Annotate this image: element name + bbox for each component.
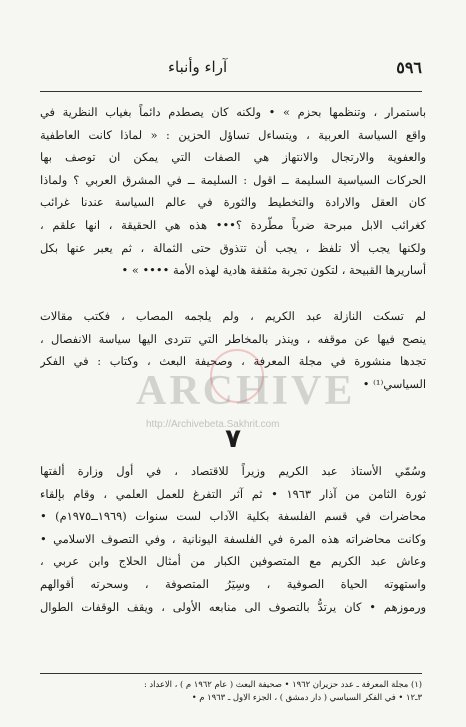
footnote-line: ٣ـ١٢ • في الفكر السياسي ( دار دمشق ) ، الجزء الاول ـ ١٩٦٣ م • — [191, 692, 422, 702]
text-line: واقع السياسة العربية ، ويتساءل تساؤل الحزين : « لماذا كانت العاطفية — [40, 127, 426, 142]
header-rule — [40, 91, 422, 92]
text-line: ينصح فيها عن موقفه ، وينذر بالمخاطر التي تتردى اليها سياسة الانفصال ، — [40, 331, 426, 346]
text-line: ورموزهم • كان يرتدُّ بالتصوف الى منابعه الأولى ، ويقف الوقفات الطوال — [40, 599, 426, 614]
watermark-url: http://Archivebeta.Sakhrit.com — [146, 419, 280, 430]
watermark-brand: ARCHIVE — [136, 368, 356, 414]
running-title: آراء وأنباء — [168, 58, 228, 76]
text-line: محاضرات في قسم الفلسفة بكلية الآداب لست سنوات (١٩٦٩ــ١٩٧٥م) • — [40, 509, 426, 524]
section-number: ٧ — [225, 424, 241, 454]
text-line: لم تسكت النازلة عبد الكريم ، ولم يلجمه المصاب ، فكتب مقالات — [40, 309, 426, 323]
text-line: ولكنها يجب ألا تلفظ ، يجب أن تتذوق حتى الثمالة ، ثم يعبر عنها بكل — [40, 240, 426, 255]
footnotes — [40, 678, 422, 704]
text-line: ثورة الثامن من آذار ١٩٦٣ • ثم آثر التفرغ للعمل العلمي ، وقام بإلقاء — [40, 486, 426, 501]
text-line: وكانت محاضراته هذه المرة في الفلسفة اليونانية ، وفي التصوف الاسلامي • — [40, 531, 426, 546]
text-line: باستمرار ، وتنظمها بحزم » • ولكنه كان يصطدم دائماً بغياب النظرية في — [40, 105, 426, 119]
text-line: كان العقل والارادة والتخطيط والثورة في عالم السياسة عندنا غرائب — [40, 195, 426, 210]
paragraph-1 — [40, 101, 426, 282]
text-line: السياسي⁽¹⁾ • — [362, 376, 426, 391]
text-line: وسُمّي الأستاذ عبد الكريم وزيراً للاقتصاد ، في أول وزارة ألفتها — [40, 464, 426, 478]
paragraph-3 — [40, 460, 426, 618]
text-line: أساريرها القبيحة ، لتكون تجربة مثقفة هادية لهذه الأمة •••• » • — [121, 263, 426, 278]
text-line: واستهوته الحياة الصوفية ، وسِيَرُ المتصوفة ، وسحرته أقوالهم — [40, 576, 426, 591]
text-line: الحركات السياسية السليمة ــ اقول : السليمة ــ في المشرق العربي ؟ ولماذا — [40, 172, 426, 187]
footnote-rule — [40, 673, 422, 674]
footnote-line: (١) مجلة المعرفة ـ عدد حزيران ١٩٦٢ • صحيفة البعث ( عام ١٩٦٢ م ) ، الاعداد : — [143, 679, 422, 689]
text-line: والعفوية والارتجال والانتهاز هي الصفات التي يمكن ان توصف بها — [40, 150, 426, 165]
page-number: ٥٩٦ — [396, 58, 422, 77]
text-line: تجدها منشورة في مجلة المعرفة ، وصحيفة البعث ، وكتاب : في الفكر — [40, 354, 426, 369]
text-line: وعاش عبد الكريم مع المتصوفين الكبار من أمثال الحلاج وابن عربي ، — [40, 554, 426, 569]
paragraph-2 — [40, 305, 426, 395]
page-header — [40, 56, 422, 82]
text-line: كغرائب الابل مبرحة ضرباً مطّردة ؟••• هذه هي الحقيقة ، انها علقم ، — [40, 217, 426, 232]
